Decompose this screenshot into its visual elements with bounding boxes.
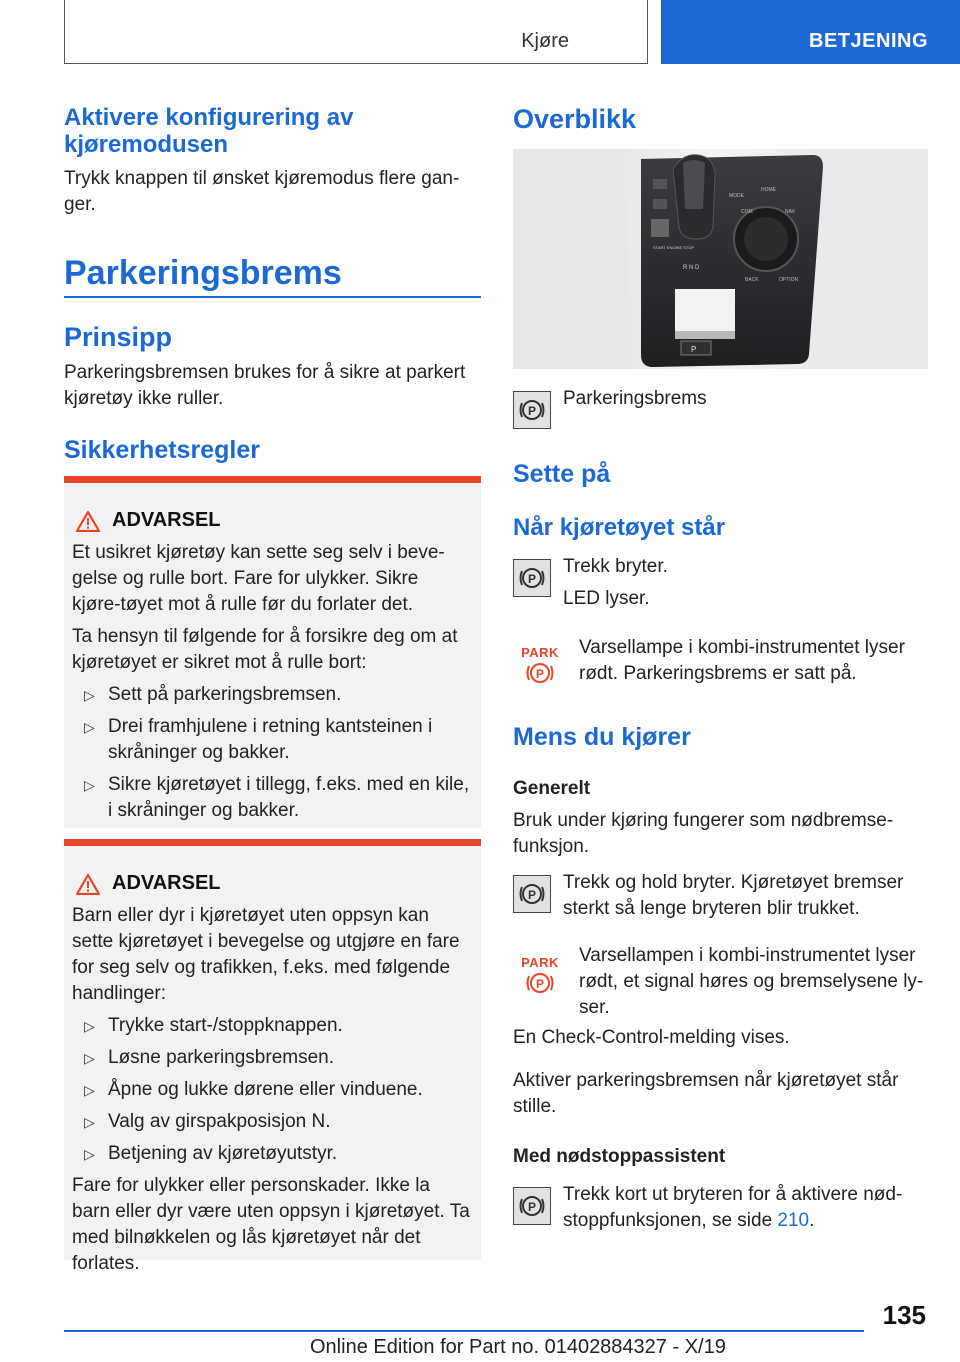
parking-brake-switch-icon: [513, 559, 551, 597]
park-word: PARK: [521, 645, 559, 660]
text-driving-mode: Trykk knappen til ønsket kjøremodus flere gan-ger.: [64, 168, 460, 215]
parking-brake-switch-icon: [513, 1187, 551, 1225]
text-emergency-brake: Bruk under kjøring fungerer som nødbremse-funksjon.: [513, 810, 894, 857]
photo-label-home: HOME: [761, 187, 776, 193]
heading-while-driving: Mens du kjører: [513, 723, 691, 751]
list-item: ▷ Betjening av kjøretøyutstyr.: [78, 1141, 471, 1167]
text-pull-and-hold: Trekk og hold bryter. Kjøretøyet bremser sterkt så lenge bryteren blir trukket.: [563, 872, 904, 919]
park-word: PARK: [521, 955, 559, 970]
text-emergency-stop-body: Trekk kort ut bryteren for å aktivere nød-stoppfunksjonen, se side: [563, 1184, 903, 1231]
page-link-210[interactable]: 210: [777, 1210, 810, 1231]
text-principle: Parkeringsbremsen brukes for å sikre at parkert kjøretøy ikke ruller.: [64, 362, 466, 409]
list-item: ▷ Valg av girspakposisjon N.: [78, 1109, 471, 1135]
warning-label: ADVARSEL: [112, 509, 221, 531]
photo-label-nav: NAV: [785, 209, 795, 215]
heading-emergency-stop: Med nødstoppassistent: [513, 1146, 726, 1167]
svg-text:P: P: [528, 888, 537, 902]
svg-text:P: P: [536, 667, 545, 681]
photo-caption: Parkeringsbrems: [563, 388, 707, 409]
warning-box-1: [64, 476, 481, 828]
heading-parking-brake: Parkeringsbrems: [64, 254, 342, 292]
warning-2-text-1: Barn eller dyr i kjøretøyet uten oppsyn kan sette kjøretøyet i bevegelse og utgjøre en fare for seg selv og trafikken, f.eks. med følgende handlinger:: [72, 905, 460, 1004]
warning-2-text-2: Fare for ulykker eller personskader. Ikke la barn eller dyr være uten oppsyn i kjøretøyet. Ta med bilnøkkelen og lås kjøretøyet når det forlates.: [72, 1175, 470, 1274]
warning-1-list: [72, 682, 471, 824]
text-period: .: [809, 1210, 815, 1231]
heading-apply: Sette på: [513, 460, 611, 488]
svg-text:P: P: [528, 404, 537, 418]
photo-label-mode: MODE: [729, 193, 744, 199]
footer-rule: [64, 1330, 864, 1332]
warning-1-text-1: Et usikret kjøretøy kan sette seg selv i beve-gelse og rulle bort. Fare for ulykker. Sikre kjøre-tøyet mot å rulle før du forlater det.: [72, 542, 445, 615]
warning-1-text-2: Ta hensyn til følgende for å forsikre deg om at kjøretøyet er sikret mot å rulle bort:: [72, 626, 458, 673]
photo-label-start: START ENGINE STOP: [653, 245, 695, 250]
heading-rule: [64, 296, 481, 298]
text-led-on: LED lyser.: [563, 588, 650, 609]
photo-label-option: OPTION: [779, 277, 799, 283]
text-check-control: En Check-Control-melding vises.: [513, 1027, 790, 1048]
park-warning-lamp-icon: [520, 956, 560, 1001]
footer-edition: Online Edition for Part no. 01402884327 - X/19: [310, 1336, 726, 1358]
header-section: Kjøre: [521, 30, 569, 52]
warning-label: ADVARSEL: [112, 872, 221, 894]
warning-2-list: [72, 1013, 471, 1167]
list-item: ▷ Drei framhjulene i retning kantsteinen i skråninger og bakker.: [78, 714, 471, 766]
list-item: ▷ Sikre kjøretøyet i tillegg, f.eks. med en kile, i skråninger og bakker.: [78, 772, 471, 824]
photo-label-back: BACK: [745, 277, 759, 283]
svg-text:P: P: [536, 977, 545, 991]
header-frame: [64, 0, 648, 64]
park-warning-lamp-icon: [520, 646, 560, 691]
heading-general: Generelt: [513, 778, 591, 799]
heading-overview: Overblikk: [513, 104, 637, 134]
photo-label-com: COM: [741, 209, 753, 215]
heading-when-stationary: Når kjøretøyet står: [513, 514, 726, 541]
text-activate-brake: Aktiver parkeringsbremsen når kjøretøyet står stille.: [513, 1070, 899, 1117]
text-pull-switch: Trekk bryter.: [563, 556, 668, 577]
warning-box-2: [64, 839, 481, 1274]
text-emergency-stop: [563, 1182, 923, 1234]
warning-title-2: [72, 872, 471, 895]
parking-brake-switch-icon: [513, 875, 551, 913]
list-item: ▷ Åpne og lukke dørene eller vinduene.: [78, 1077, 471, 1103]
list-item: ▷ Trykke start-/stoppknappen.: [78, 1013, 471, 1039]
header-chapter-tab: BETJENING: [661, 0, 960, 64]
warning-triangle-icon: [76, 873, 100, 895]
heading-activate-driving-mode: Aktivere konfigurering av kjøremodusen: [64, 104, 354, 158]
text-warning-lamp-2: Varsellampen i kombi-instrumentet lyser rødt, et signal høres og bremselysene ly-ser.: [579, 945, 924, 1018]
text-warning-lamp-1: Varsellampe i kombi-instrumentet lyser rødt. Parkeringsbrems er satt på.: [579, 637, 905, 684]
page-number: 135: [882, 1300, 926, 1330]
center-console-photo: [513, 149, 928, 369]
list-item: ▷ Løsne parkeringsbremsen.: [78, 1045, 471, 1071]
warning-triangle-icon: [76, 510, 100, 532]
photo-label-brake: P: [691, 345, 697, 354]
parking-brake-switch-icon: [513, 391, 551, 429]
photo-label-gear: R N D: [683, 265, 700, 271]
heading-safety-rules: Sikkerhetsregler: [64, 436, 260, 464]
svg-text:P: P: [528, 1200, 537, 1214]
list-item: ▷ Sett på parkeringsbremsen.: [78, 682, 471, 708]
svg-text:P: P: [528, 572, 537, 586]
heading-principle: Prinsipp: [64, 322, 173, 352]
warning-title-1: [72, 509, 471, 532]
